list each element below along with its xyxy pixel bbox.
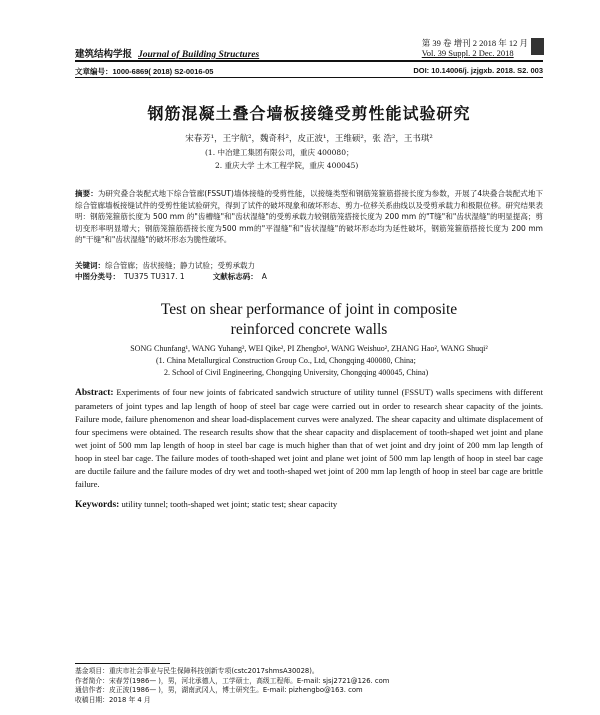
abstract-cn — [75, 188, 543, 246]
footnote-corresponding-author: 通信作者：皮正波(1986— )，男，湖南武冈人，博士研究生。E-mail: pizhengbo@163. com — [75, 686, 363, 695]
authors-en: SONG Chunfang¹, WANG Yuhang², WEI Qike², PI Zhengbo¹, WANG Weishuo², ZHANG Hao², WANG Shuqi² — [130, 344, 488, 353]
keywords-cn — [75, 260, 543, 271]
affiliations-en — [156, 355, 428, 379]
article-number: 文章编号：1000-6869( 2018) S2-0016-05 — [75, 67, 214, 76]
header-rule — [75, 60, 543, 62]
keywords-cn-label: 关键词： — [75, 261, 105, 270]
article-meta — [75, 66, 543, 77]
affiliation-en-2: 2. School of Civil Engineering, Chongqing University, Chongqing 400045, China) — [164, 368, 429, 377]
affiliation-cn-1: (1. 中冶建工集团有限公司，重庆 400080； — [205, 148, 354, 157]
issue-en: Vol. 39 Suppl. 2 Dec. 2018 — [421, 48, 514, 58]
doc-code-label: 文献标志码： — [212, 272, 258, 281]
journal-header — [75, 42, 259, 61]
footnotes — [75, 667, 389, 705]
footnote-first-author: 作者简介：宋春芳(1986— )，男，河北承德人，工学硕士，高级工程师。E-mail: sjsj2721@126. com — [75, 676, 390, 685]
paper-title-cn: 钢筋混凝土叠合墙板接缝受剪性能试验研究 — [147, 104, 471, 123]
authors-cn: 宋春芳¹，王宇航²，魏奇科²，皮正波¹，王维硕²，张 浩²，王书琪² — [185, 134, 433, 144]
header-block-mark — [531, 38, 544, 55]
clc-label: 中图分类号： — [75, 272, 120, 281]
affiliation-cn-2: 2. 重庆大学 土木工程学院，重庆 400045) — [215, 161, 359, 170]
keywords-en — [75, 499, 543, 510]
paper-title-en-line2: reinforced concrete walls — [230, 321, 388, 338]
issue-info — [422, 38, 528, 58]
keywords-en-text: utility tunnel; tooth-shaped wet joint; static test; shear capacity — [121, 499, 338, 509]
abstract-en-label: Abstract: — [75, 388, 114, 398]
clc-value: TU375 TU317. 1 — [124, 272, 185, 281]
keywords-cn-text: 综合管廊；齿状接缝；静力试验；受剪承载力 — [105, 261, 255, 270]
footnote-funding: 基金项目：重庆市社会事业与民生保障科技创新专项(cstc2017shmsA30028)。 — [75, 667, 319, 675]
journal-name-cn: 建筑结构学报 — [75, 50, 133, 60]
abstract-en — [75, 386, 543, 491]
doi: DOI: 10.14006/j. jzjgxb. 2018. S2. 003 — [413, 66, 543, 75]
footnote-rule — [75, 663, 170, 664]
meta-rule — [75, 77, 543, 78]
journal-name-en: Journal of Building Structures — [138, 50, 260, 60]
paper-title-en — [75, 300, 543, 340]
classification-cn — [75, 271, 543, 282]
abstract-en-text: Experiments of four new joints of fabricated sandwich structure of utility tunnel (FSSUT) walls specimens with different parameters of joint types and lap length of hoop of steel bar cage were carried out in order to research shear capacity of the joints. Failure mode, failure phenomenon and shear load-displacement curves were analyzed. The shear capacity and ultimate displacement of four specimens were obtained. The research results show that the shear capacity and displacement of tooth-shaped wet joint and plane wet joint of 500 mm lap length of hoop in steel bar cage is much higher than that of wet joint and dry joint of 200 mm lap length of hoop in steel bar cage. The failure modes of tooth-shaped wet joint and plane wet joint of 500 mm lap length of hoop in steel bar cage are ductile failure and the failure modes of dry wet and tooth-shaped wet joint of 200 mm lap length of hoop in steel bar cage are brittle failure. — [75, 387, 543, 489]
abstract-cn-text: 为研究叠合装配式地下综合管廊(FSSUT)墙体接缝的受剪性能，以接缝类型和钢筋笼箍筋搭接长度为参数，开展了4块叠合装配式地下综合管廊墙板接缝试件的受剪性能试验研究，得到了试件的破坏现象和破坏形态、剪力-位移关系曲线以及受剪承载力和极限位移。研究结果表明：钢筋笼箍筋长度为 500 mm 的"齿槽缝"和"齿状湿缝"的受剪承载力较钢筋笼搭接长度为 200 mm 的"T缝"和"齿状湿缝"的明显提高；剪切变形率明显增大；钢筋笼箍筋搭接长度为500 mm的"平湿缝"和"齿状湿缝"的破坏形态均为延性破坏，钢筋笼箍筋搭接长度为 200 mm 的"干缝"和"齿状湿缝"的破坏形态为脆性破坏。 — [75, 189, 544, 245]
keywords-en-label: Keywords: — [75, 500, 120, 510]
doc-code-value: A — [261, 272, 267, 281]
issue-cn: 第 39 卷 增刊 2 2018 年 12 月 — [421, 38, 528, 48]
abstract-cn-label: 摘要： — [75, 189, 98, 198]
affiliations-cn — [205, 146, 358, 172]
affiliation-en-1: (1. China Metallurgical Construction Group Co., Ltd, Chongqing 400080, China; — [156, 356, 416, 365]
paper-title-en-line1: Test on shear performance of joint in composite — [160, 301, 458, 318]
footnote-received-date: 收稿日期：2018 年 4 月 — [75, 695, 151, 704]
